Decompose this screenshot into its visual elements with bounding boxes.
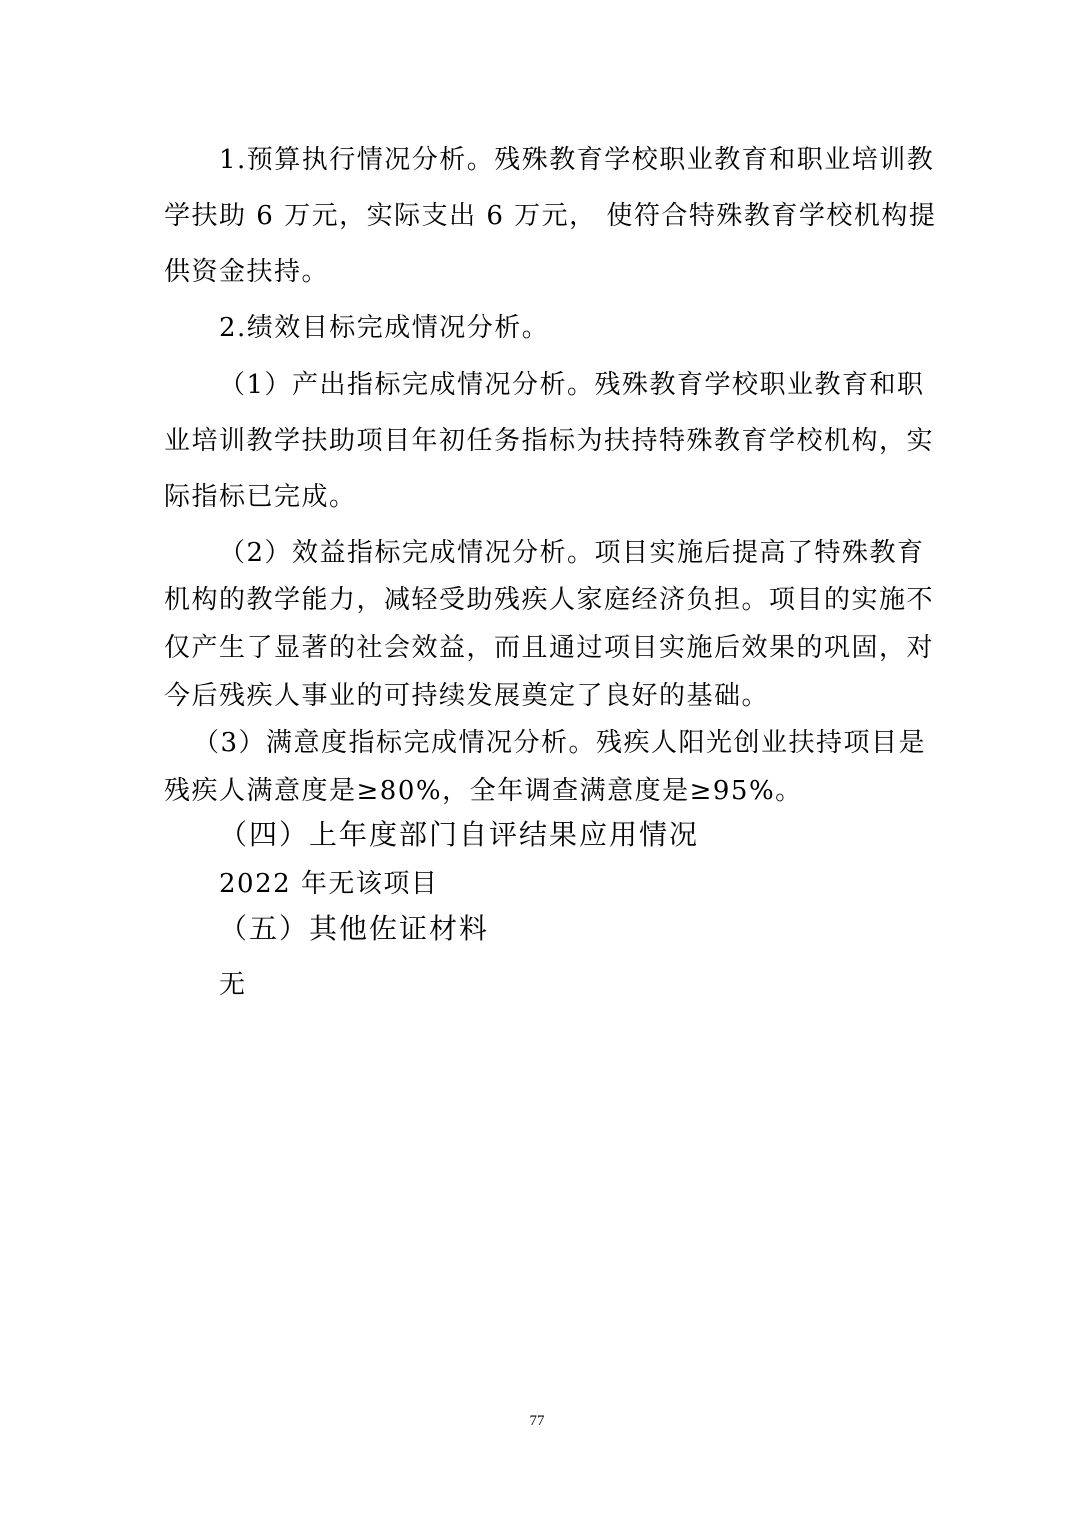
paragraph-line: 业培训教学扶助项目年初任务指标为扶持特殊教育学校机构，实 bbox=[164, 426, 935, 456]
paragraph-line: （3）满意度指标完成情况分析。残疾人阳光创业扶持项目是 bbox=[193, 728, 927, 758]
section-heading: （五）其他佐证材料 bbox=[219, 912, 490, 945]
page-number: 77 bbox=[529, 1413, 545, 1429]
paragraph-line: 仅产生了显著的社会效益，而且通过项目实施后效果的巩固，对 bbox=[164, 633, 935, 663]
paragraph-line: 学扶助 6 万元，实际支出 6 万元， 使符合特殊教育学校机构提 bbox=[164, 201, 937, 231]
paragraph-line: 1.预算执行情况分析。残殊教育学校职业教育和职业培训教 bbox=[219, 145, 935, 175]
section-heading: （四）上年度部门自评结果应用情况 bbox=[219, 818, 700, 851]
paragraph-line: 残疾人满意度是≥80%，全年调查满意度是≥95%。 bbox=[164, 776, 803, 806]
paragraph-line: 供资金扶持。 bbox=[164, 257, 330, 287]
paragraph-line: 今后残疾人事业的可持续发展奠定了良好的基础。 bbox=[164, 681, 770, 711]
paragraph-line: （1）产出指标完成情况分析。残殊教育学校职业教育和职 bbox=[219, 370, 925, 400]
paragraph-line: 机构的教学能力，减轻受助残疾人家庭经济负担。项目的实施不 bbox=[164, 585, 935, 615]
paragraph-line: （2）效益指标完成情况分析。项目实施后提高了特殊教育 bbox=[219, 538, 925, 568]
section-body: 2022 年无该项目 bbox=[219, 869, 439, 899]
section-body: 无 bbox=[219, 970, 247, 1000]
paragraph-line: 2.绩效目标完成情况分析。 bbox=[219, 313, 550, 343]
paragraph-line: 际指标已完成。 bbox=[164, 482, 357, 512]
